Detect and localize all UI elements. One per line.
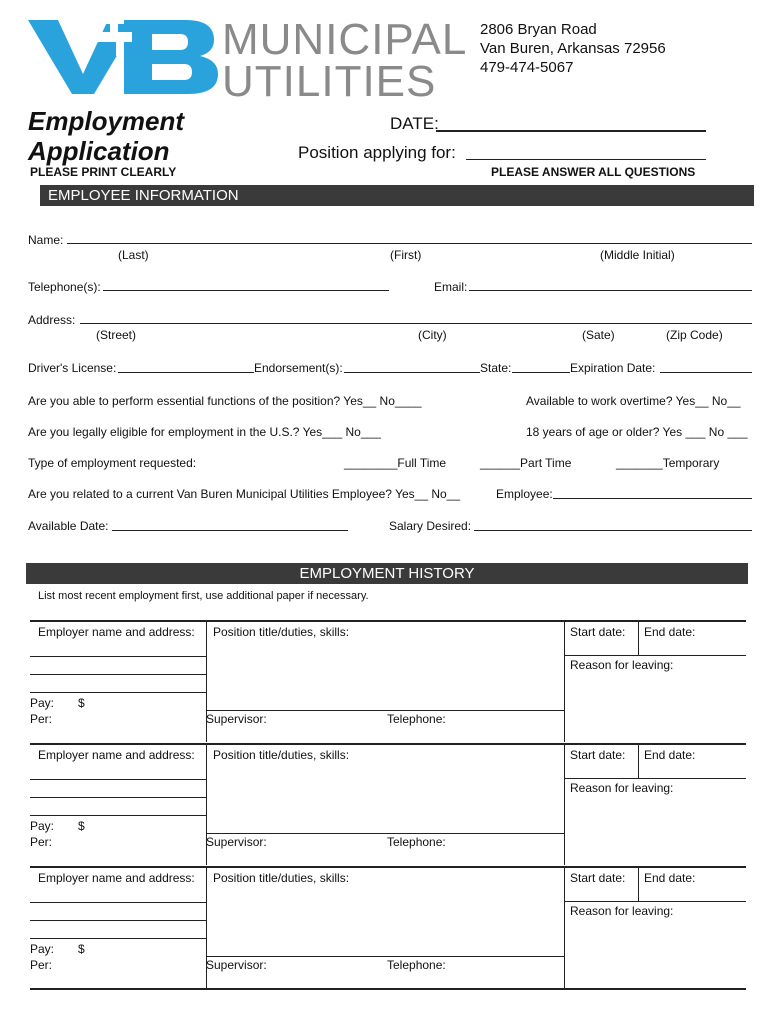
position-duties-label: Position title/duties, skills: (213, 748, 350, 762)
employer-address-line[interactable] (30, 779, 206, 780)
employer-address-line[interactable] (30, 920, 206, 921)
employer-address-line[interactable] (30, 692, 206, 693)
salary-desired-field[interactable] (474, 530, 752, 531)
per-label: Per: (30, 712, 53, 726)
supervisor-label: Supervisor: (206, 958, 267, 972)
employer-name-label: Employer name and address: (38, 871, 195, 885)
form-title (28, 106, 184, 166)
supervisor-label: Supervisor: (206, 835, 267, 849)
employer-entry (30, 743, 746, 865)
address-line-2: Van Buren, Arkansas 72956 (480, 40, 666, 57)
available-date-field[interactable] (112, 530, 348, 531)
telephone-label: Telephone: (387, 712, 446, 726)
reason-leaving-label: Reason for leaving: (570, 658, 674, 672)
telephone-label: Telephone(s): (28, 280, 101, 294)
eligibility-question[interactable]: Are you legally eligible for employment in the U.S.? Yes___ No___ (28, 425, 381, 439)
expiration-field[interactable] (660, 372, 752, 373)
employee-info-title: EMPLOYEE INFORMATION (48, 187, 239, 204)
answer-all-note: PLEASE ANSWER ALL QUESTIONS (491, 165, 696, 179)
employee-info-header (40, 185, 754, 206)
email-label: Email: (434, 280, 468, 294)
title-line-2: Application (28, 136, 170, 166)
employment-history-header (26, 563, 748, 584)
employer-address-line[interactable] (30, 797, 206, 798)
employer-name-label: Employer name and address: (38, 625, 195, 639)
endorsements-field[interactable] (344, 372, 480, 373)
address-label: Address: (28, 313, 76, 327)
water-tap-logo-icon (28, 14, 218, 98)
age-question[interactable]: 18 years of age or older? Yes ___ No ___ (526, 425, 748, 439)
pay-currency: $ (78, 819, 85, 833)
start-date-label: Start date: (570, 748, 626, 762)
company-address (480, 20, 666, 77)
expiration-label: Expiration Date: (570, 361, 656, 375)
pay-label: Pay: (30, 942, 55, 956)
essential-functions-question[interactable]: Are you able to perform essential functions of the position? Yes__ No____ (28, 394, 422, 408)
employer-address-line[interactable] (30, 656, 206, 657)
overtime-question[interactable]: Available to work overtime? Yes__ No__ (526, 394, 741, 408)
supervisor-label: Supervisor: (206, 712, 267, 726)
pay-label: Pay: (30, 696, 55, 710)
drivers-license-field[interactable] (118, 372, 254, 373)
address-city-hint: (City) (418, 328, 447, 342)
per-label: Per: (30, 958, 53, 972)
pay-label: Pay: (30, 819, 55, 833)
employer-address-line[interactable] (30, 938, 206, 939)
address-street-hint: (Street) (96, 328, 137, 342)
employment-history-note: List most recent employment first, use additional paper if necessary. (38, 590, 369, 602)
state-field[interactable] (512, 372, 570, 373)
start-date-label: Start date: (570, 625, 626, 639)
pay-currency: $ (78, 696, 85, 710)
drivers-license-label: Driver's License: (28, 361, 117, 375)
state-label: State: (480, 361, 512, 375)
pay-currency: $ (78, 942, 85, 956)
address-field[interactable] (80, 323, 752, 324)
telephone-label: Telephone: (387, 958, 446, 972)
per-label: Per: (30, 835, 53, 849)
logo-brand-top: MUNICIPAL (222, 15, 468, 64)
related-employee-question[interactable]: Are you related to a current Van Buren Municipal Utilities Employee? Yes__ No__ (28, 487, 461, 501)
print-clearly-note: PLEASE PRINT CLEARLY (30, 165, 177, 179)
available-date-label: Available Date: (28, 519, 109, 533)
employer-address-line[interactable] (30, 902, 206, 903)
telephone-label: Telephone: (387, 835, 446, 849)
position-duties-label: Position title/duties, skills: (213, 871, 350, 885)
position-label: Position applying for: (298, 143, 456, 162)
employment-type-question: Type of employment requested: (28, 456, 197, 470)
end-date-label: End date: (644, 871, 696, 885)
logo-brand-bottom: UTILITIES (222, 57, 437, 106)
endorsements-label: Endorsement(s): (254, 361, 343, 375)
reason-leaving-label: Reason for leaving: (570, 781, 674, 795)
position-duties-label: Position title/duties, skills: (213, 625, 350, 639)
name-field[interactable] (67, 243, 752, 244)
part-time-option[interactable]: ______Part Time (480, 456, 572, 470)
employer-address-line[interactable] (30, 674, 206, 675)
employment-history-title: EMPLOYMENT HISTORY (299, 565, 475, 582)
salary-desired-label: Salary Desired: (389, 519, 472, 533)
address-zip-hint: (Zip Code) (666, 328, 723, 342)
title-line-1: Employment (28, 106, 185, 136)
name-middle-hint: (Middle Initial) (600, 248, 675, 262)
telephone-field[interactable] (103, 290, 389, 291)
employer-address-line[interactable] (30, 815, 206, 816)
address-state-hint: (Sate) (582, 328, 615, 342)
temporary-option[interactable]: _______Temporary (616, 456, 720, 470)
employer-entry (30, 866, 746, 988)
employee-name-label: Employee: (496, 487, 553, 501)
end-date-label: End date: (644, 625, 696, 639)
email-field[interactable] (469, 290, 752, 291)
date-label: DATE: (390, 114, 439, 133)
reason-leaving-label: Reason for leaving: (570, 904, 674, 918)
date-field[interactable] (436, 130, 706, 132)
end-date-label: End date: (644, 748, 696, 762)
address-line-1: 2806 Bryan Road (480, 21, 597, 38)
employee-name-field[interactable] (553, 498, 752, 499)
start-date-label: Start date: (570, 871, 626, 885)
name-first-hint: (First) (390, 248, 422, 262)
employer-entry (30, 620, 746, 742)
position-field[interactable] (466, 159, 706, 160)
company-phone: 479-474-5067 (480, 59, 574, 76)
name-label: Name: (28, 233, 64, 247)
employer-name-label: Employer name and address: (38, 748, 195, 762)
name-last-hint: (Last) (118, 248, 149, 262)
full-time-option[interactable]: ________Full Time (344, 456, 447, 470)
